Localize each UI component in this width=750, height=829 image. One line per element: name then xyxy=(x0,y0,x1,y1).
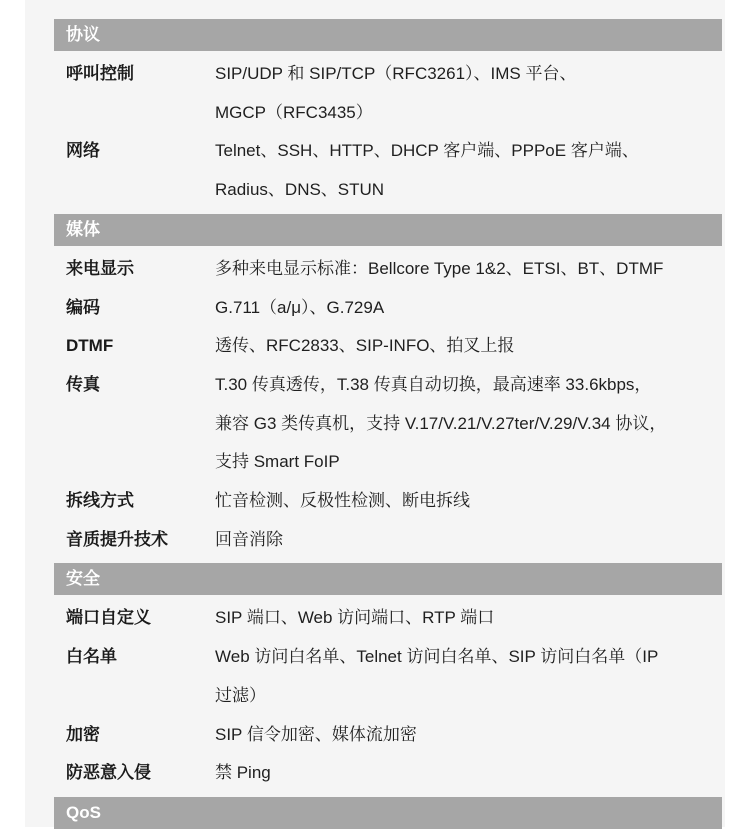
spec-label: 端口自定义 xyxy=(66,608,151,628)
spec-table xyxy=(54,19,722,829)
spec-value xyxy=(215,55,722,132)
spec-label: 防恶意入侵 xyxy=(66,763,151,783)
spec-value-line: Web 访问白名单、Telnet 访问白名单、SIP 访问白名单（IP xyxy=(215,647,659,667)
spec-value-line: 忙音检测、反极性检测、断电拆线 xyxy=(215,491,470,511)
spec-value xyxy=(215,754,722,793)
spec-row xyxy=(54,55,722,132)
section-body xyxy=(54,51,722,214)
spec-value-line: Telnet、SSH、HTTP、DHCP 客户端、PPPoE 客户端、 xyxy=(215,141,639,161)
spec-label: 网络 xyxy=(66,141,100,161)
spec-value xyxy=(215,250,722,289)
spec-value-line: 支持 Smart FoIP xyxy=(215,452,340,472)
spec-label: DTMF xyxy=(66,336,114,356)
spec-label: 传真 xyxy=(66,374,100,394)
spec-value-line: 过滤） xyxy=(215,685,266,705)
spec-row xyxy=(54,327,722,366)
spec-value-line: Radius、DNS、STUN xyxy=(215,180,385,200)
spec-row xyxy=(54,132,722,209)
spec-value-line: SIP 信令加密、媒体流加密 xyxy=(215,724,417,744)
spec-label: 白名单 xyxy=(66,647,117,667)
section-header: 媒体 xyxy=(54,214,722,246)
spec-row xyxy=(54,482,722,521)
spec-value-line: SIP 端口、Web 访问端口、RTP 端口 xyxy=(215,608,495,628)
spec-row xyxy=(54,521,722,560)
section-header: 协议 xyxy=(54,19,722,51)
spec-label: 编码 xyxy=(66,297,100,317)
spec-row xyxy=(54,754,722,793)
section-header: QoS xyxy=(54,797,722,829)
spec-value-line: 回音消除 xyxy=(215,529,283,549)
spec-value-line: G.711（a/μ）、G.729A xyxy=(215,297,385,317)
spec-value-line: 兼容 G3 类传真机，支持 V.17/V.21/V.27ter/V.29/V.34 协议， xyxy=(215,413,667,433)
spec-value xyxy=(215,599,722,638)
spec-value xyxy=(215,132,722,209)
spec-row xyxy=(54,599,722,638)
spec-label: 音质提升技术 xyxy=(66,529,168,549)
section-header: 安全 xyxy=(54,563,722,595)
spec-value xyxy=(215,521,722,560)
spec-row xyxy=(54,289,722,328)
spec-value-line: SIP/UDP 和 SIP/TCP（RFC3261）、IMS 平台、 xyxy=(215,64,577,83)
spec-value-line: T.30 传真透传，T.38 传真自动切换，最高速率 33.6kbps， xyxy=(215,374,652,394)
spec-value xyxy=(215,482,722,521)
section-body xyxy=(54,595,722,797)
spec-row xyxy=(54,250,722,289)
spec-label: 呼叫控制 xyxy=(66,64,134,83)
spec-value xyxy=(215,366,722,482)
spec-row xyxy=(54,366,722,482)
spec-value xyxy=(215,638,722,715)
spec-value-line: MGCP（RFC3435） xyxy=(215,102,373,122)
spec-label: 拆线方式 xyxy=(66,491,134,511)
section-body xyxy=(54,246,722,564)
spec-label: 来电显示 xyxy=(66,258,134,278)
spec-value-line: 透传、RFC2833、SIP-INFO、拍叉上报 xyxy=(215,336,515,356)
spec-value-line: 多种来电显示标准：Bellcore Type 1&2、ETSI、BT、DTMF xyxy=(215,258,664,278)
spec-value-line: 禁 Ping xyxy=(215,763,271,783)
spec-value xyxy=(215,327,722,366)
spec-row xyxy=(54,716,722,755)
spec-value xyxy=(215,716,722,755)
spec-label: 加密 xyxy=(66,724,100,744)
spec-value xyxy=(215,289,722,328)
spec-row xyxy=(54,638,722,715)
spec-page xyxy=(25,0,725,827)
